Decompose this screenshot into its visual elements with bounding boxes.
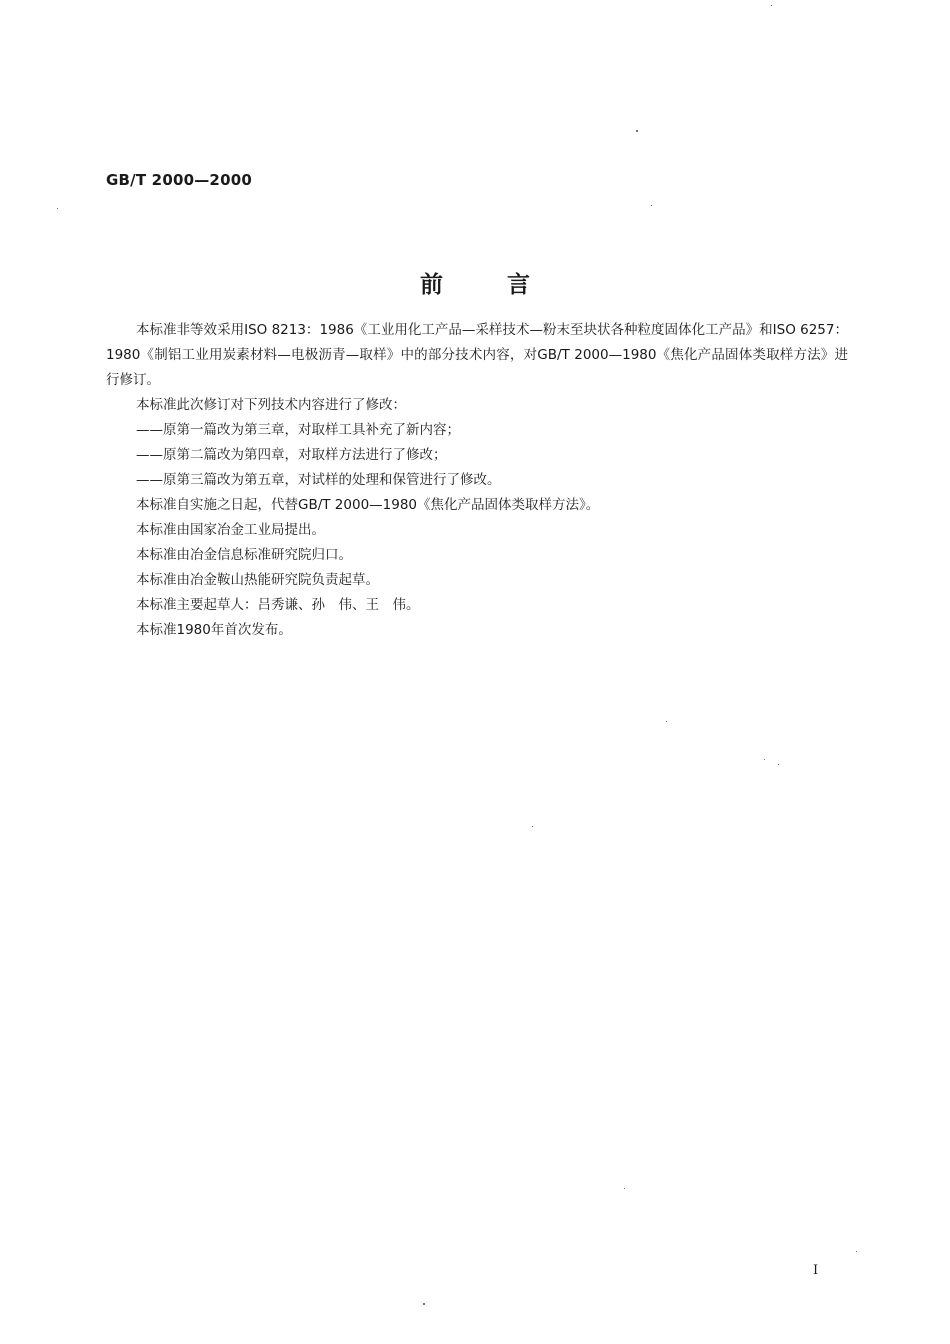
scan-speck — [778, 764, 779, 765]
scan-speck — [624, 1188, 625, 1189]
list-item: ——原第三篇改为第五章，对试样的处理和保管进行了修改。 — [136, 472, 501, 488]
list-item: ——原第二篇改为第四章，对取样方法进行了修改； — [136, 447, 447, 463]
scan-speck — [651, 205, 652, 206]
scan-speck — [771, 5, 772, 6]
scan-speck — [666, 721, 667, 722]
foreword-body — [106, 318, 848, 643]
standard-number: GB/T 2000—2000 — [106, 171, 252, 189]
paragraph-revision-intro: 本标准此次修订对下列技术内容进行了修改： — [136, 397, 406, 413]
page-number: I — [813, 1263, 819, 1278]
scan-speck — [532, 826, 533, 827]
paragraph-adoption: 本标准非等效采用ISO 8213：1986《工业用化工产品—采样技术—粉末至块状各种粒度固体化工产品》和ISO 6257：1980《制铝工业用炭素材料—电极沥青—取样》中的部分技术内容，对GB/T 2000—1980《焦化产品固体类取样方法》进行修订。 — [106, 322, 848, 388]
paragraph-proposer: 本标准由国家冶金工业局提出。 — [136, 522, 325, 538]
page-title: 前言 — [420, 271, 594, 298]
scan-speck — [636, 130, 638, 132]
paragraph-drafters: 本标准主要起草人：吕秀谦、孙 伟、王 伟。 — [136, 597, 420, 613]
paragraph-replacement: 本标准自实施之日起，代替GB/T 2000—1980《焦化产品固体类取样方法》。 — [136, 497, 600, 513]
scan-speck — [423, 1303, 425, 1305]
paragraph-drafting-unit: 本标准由冶金鞍山热能研究院负责起草。 — [136, 572, 379, 588]
paragraph-centralizer: 本标准由冶金信息标准研究院归口。 — [136, 547, 352, 563]
scan-speck — [57, 208, 58, 209]
scan-speck — [764, 759, 765, 760]
paragraph-first-release: 本标准1980年首次发布。 — [136, 622, 292, 638]
scan-speck — [856, 1251, 857, 1252]
list-item: ——原第一篇改为第三章，对取样工具补充了新内容； — [136, 422, 460, 438]
